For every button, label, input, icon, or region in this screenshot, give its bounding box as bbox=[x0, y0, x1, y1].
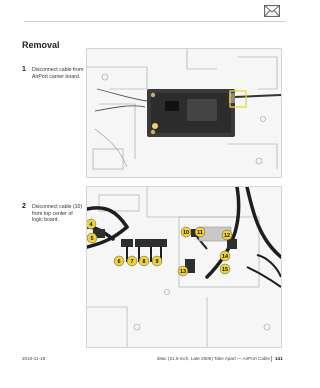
step-2-number: 2 bbox=[22, 203, 26, 210]
callout-15 bbox=[220, 264, 230, 274]
callout-10 bbox=[181, 227, 191, 237]
svg-text:6: 6 bbox=[117, 259, 121, 265]
callout-11 bbox=[195, 227, 205, 237]
svg-text:11: 11 bbox=[197, 230, 203, 236]
svg-text:10: 10 bbox=[182, 230, 190, 236]
svg-text:8: 8 bbox=[142, 259, 146, 265]
step-1-photo bbox=[86, 48, 282, 178]
callout-13 bbox=[178, 266, 188, 276]
top-divider bbox=[24, 21, 286, 22]
callout-4 bbox=[87, 219, 96, 229]
callout-12 bbox=[222, 230, 232, 240]
footer-separator bbox=[271, 356, 272, 362]
svg-text:4: 4 bbox=[89, 222, 93, 228]
svg-text:13: 13 bbox=[179, 269, 187, 275]
callout-14 bbox=[220, 251, 230, 261]
svg-text:15: 15 bbox=[221, 267, 229, 273]
footer-date: 2010-11-18 bbox=[22, 356, 46, 361]
svg-text:9: 9 bbox=[155, 259, 159, 265]
footer-title: iMac (21.5-inch, Late 2009) Take Apart — AirPort Cable bbox=[156, 356, 270, 361]
svg-text:5: 5 bbox=[90, 236, 94, 242]
callout-5 bbox=[87, 233, 97, 243]
callout-6 bbox=[114, 256, 124, 266]
step-2-photo bbox=[86, 186, 282, 348]
callout-9 bbox=[152, 256, 162, 266]
step-2-text: Disconnect cable (10) from top center of logic board. bbox=[32, 204, 83, 223]
section-title: Removal bbox=[22, 40, 60, 50]
step-1-text: Disconnect cable from AirPort carrier board. bbox=[32, 67, 84, 80]
step-1-number: 1 bbox=[22, 66, 26, 73]
svg-text:7: 7 bbox=[130, 259, 134, 265]
svg-text:14: 14 bbox=[221, 254, 229, 260]
mail-icon[interactable] bbox=[264, 5, 280, 17]
page-number: 141 bbox=[275, 356, 283, 361]
svg-text:12: 12 bbox=[223, 233, 231, 239]
callout-7 bbox=[127, 256, 137, 266]
callout-8 bbox=[139, 256, 149, 266]
